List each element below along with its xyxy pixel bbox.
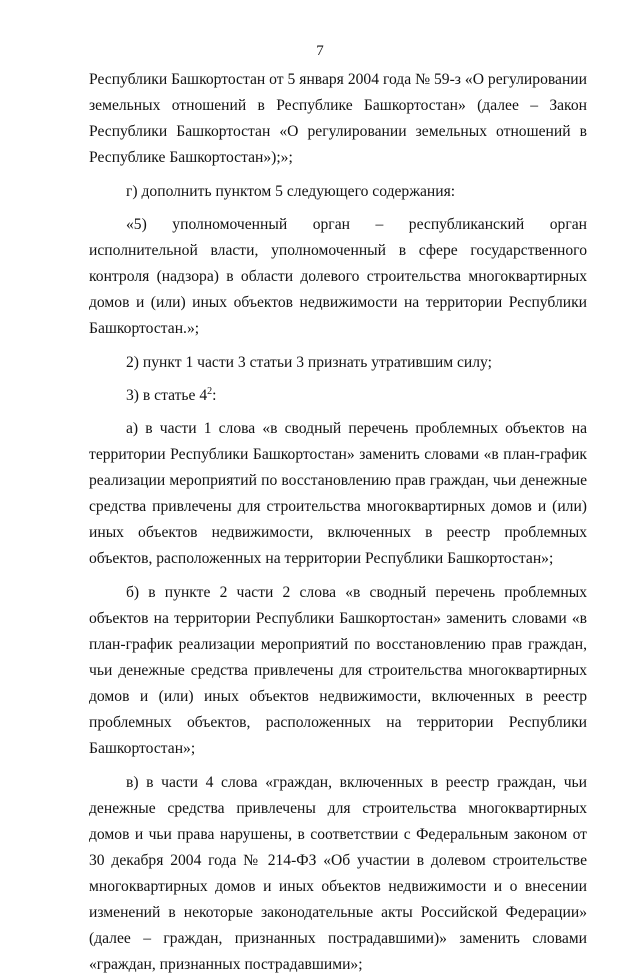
paragraph-item-3 [89, 383, 587, 409]
paragraph-item-2: 2) пункт 1 части 3 статьи 3 признать утратившим силу; [126, 354, 492, 371]
paragraph-quoted-item-5: «5) уполномоченный орган – республиканский орган исполнительной власти, уполномоченный в сфере государственного контроля (надзора) в области долевого строительства многоквартирных домов и (или) иных объектов недвижимости на территории Республики Башкортостан.»; [89, 216, 587, 337]
paragraph-continuation: Республики Башкортостан от 5 января 2004 года № 59-з «О регулировании земельных отношений в Республике Башкортостан» (далее – Закон Республики Башкортостан «О регулировании земельных отношений в Республике Башкортостан»);»; [89, 71, 587, 166]
item-3-text: 3) в статье 4 [126, 387, 208, 404]
document-body [89, 67, 587, 978]
paragraph-subitem-b: б) в пункте 2 части 2 слова «в сводный перечень проблемных объектов на территории Республики Башкортостан» заменить словами «в план-график реализации мероприятий по восстановлению прав граждан, чьи денежные средства привлечены для строительства многоквартирных домов и (или) иных объектов недвижимости, включенных в реестр проблемных объектов, расположенных на территории Республики Башкортостан»; [89, 584, 587, 757]
paragraph-item-g: г) дополнить пунктом 5 следующего содержания: [126, 183, 456, 200]
paragraph-subitem-v: в) в части 4 слова «граждан, включенных в реестр граждан, чьи денежные средства привлечены для строительства многоквартирных домов и чьи права нарушены, в соответствии с Федеральным законом от 30 декабря 2004 года № 214-ФЗ «Об участии в долевом строительстве многоквартирных домов и иных объектов недвижимости и о внесении изменений в некоторые законодательные акты Российской Федерации» (далее – граждан, признанных пострадавшими)» заменить словами «граждан, признанных пострадавшими»; [89, 774, 587, 973]
item-3-tail: : [212, 387, 217, 404]
item-3-superscript: 2 [207, 385, 213, 397]
paragraph-subitem-a: а) в части 1 слова «в сводный перечень проблемных объектов на территории Республики Башкортостан» заменить словами «в план-график реализации мероприятий по восстановлению прав граждан, чьи денежные средства привлечены для строительства многоквартирных домов и (или) иных объектов недвижимости, включенных в реестр проблемных объектов, расположенных на территории Республики Башкортостан»; [89, 420, 587, 567]
page-number: 7 [316, 43, 324, 59]
